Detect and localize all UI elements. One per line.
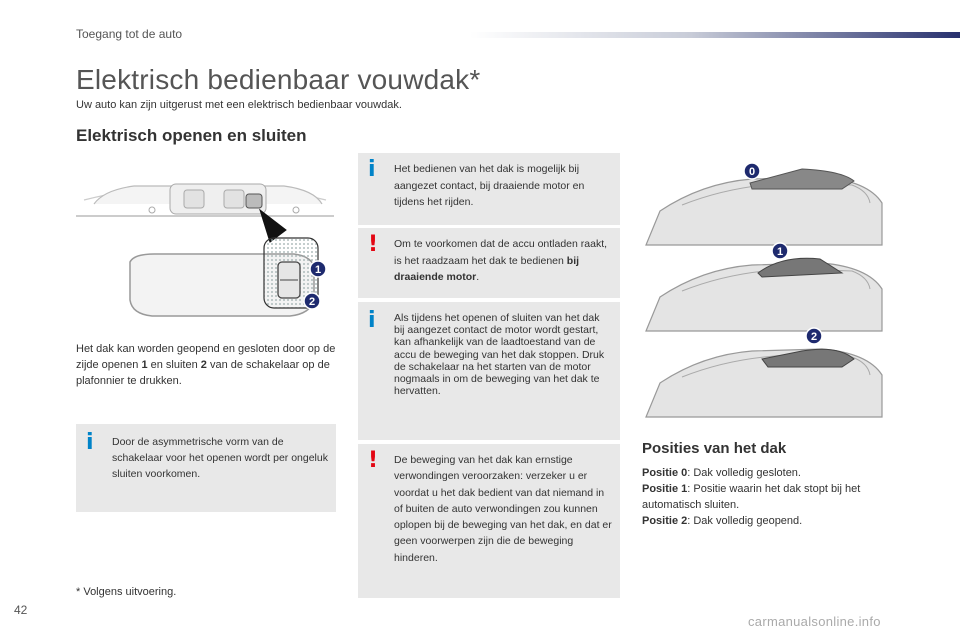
intro-text: Uw auto kan zijn uitgerust met een elektrisch bedienbaar vouwdak. bbox=[76, 99, 402, 111]
watermark: carmanualsonline.info bbox=[748, 614, 881, 629]
page-title: Elektrisch bedienbaar vouwdak* bbox=[76, 64, 481, 95]
positions-title: Posities van het dak bbox=[642, 440, 787, 457]
info-note-operation bbox=[358, 153, 620, 225]
close-number: 2 bbox=[200, 359, 207, 371]
ceiling-switch-illustration bbox=[74, 170, 336, 322]
section-header: Toegang tot de auto bbox=[76, 27, 183, 41]
info-icon: i bbox=[86, 430, 94, 455]
info-note-engine-start bbox=[358, 302, 620, 440]
info-icon: i bbox=[368, 157, 376, 182]
warning-icon: ! bbox=[368, 232, 379, 257]
position-item-2: Positie 2: Dak volledig geopend. bbox=[642, 515, 803, 527]
position-item-0: Positie 0: Dak volledig gesloten. bbox=[642, 467, 801, 479]
car-badge-2: 2 bbox=[810, 331, 818, 343]
section-title: Elektrisch openen en sluiten bbox=[76, 126, 307, 145]
car-position-2 bbox=[646, 328, 882, 417]
warning-icon: ! bbox=[368, 448, 379, 473]
note-text: Als tijdens het openen of sluiten van het dak bij aangezet contact de motor wordt gestart, kan afhankelijk van de laadtoestand van de accu de beweging van het dak stoppen. Druk de schakelaar na het starten van de motor nogmaals in om de beweging van het dak te hervatten. bbox=[394, 312, 605, 398]
info-icon: i bbox=[368, 308, 376, 333]
car-position-1 bbox=[646, 243, 882, 331]
car-position-0 bbox=[646, 163, 882, 245]
warning-note-injury bbox=[358, 444, 620, 598]
position-badge-1-label: 1 bbox=[314, 264, 322, 276]
open-number: 1 bbox=[141, 359, 148, 371]
info-note-asymmetric bbox=[76, 424, 336, 512]
note-text: De beweging van het dak kan ernstige verwondingen veroorzaken: verzeker u er voordat u het dak bedient van dat niemand in of buiten de auto verwondingen zou kunnen oplopen bij de beweging van het dak, en dat er geen voorwerpen zijn die de beweging hinderen. bbox=[394, 454, 612, 564]
body-text: Het dak kan worden geopend en gesloten door op de zijde openen 1 en sluiten 2 van de schakelaar op de plafonnier te drukken. bbox=[76, 343, 336, 387]
positions-list bbox=[642, 465, 892, 529]
warning-note-battery bbox=[358, 228, 620, 298]
footnote: * Volgens uitvoering. bbox=[76, 586, 177, 598]
position-item-1: Positie 1: Positie waarin het dak stopt bij het automatisch sluiten. bbox=[642, 483, 861, 511]
car-badge-0: 0 bbox=[748, 166, 756, 178]
note-text: Door de asymmetrische vorm van de schakelaar voor het openen wordt per ongeluk sluiten voorkomen. bbox=[112, 436, 328, 480]
note-text: Om te voorkomen dat de accu ontladen raakt, is het raadzaam het dak te bedienen bij draaiende motor. bbox=[394, 238, 608, 283]
header-gradient-bar bbox=[470, 32, 960, 38]
page-number: 42 bbox=[14, 603, 28, 617]
note-text: Het bedienen van het dak is mogelijk bij aangezet contact, bij draaiende motor en tijdens het rijden. bbox=[394, 163, 585, 208]
position-badge-2-label: 2 bbox=[308, 296, 316, 308]
roof-positions-illustration bbox=[642, 155, 886, 423]
car-badge-1: 1 bbox=[776, 246, 784, 258]
